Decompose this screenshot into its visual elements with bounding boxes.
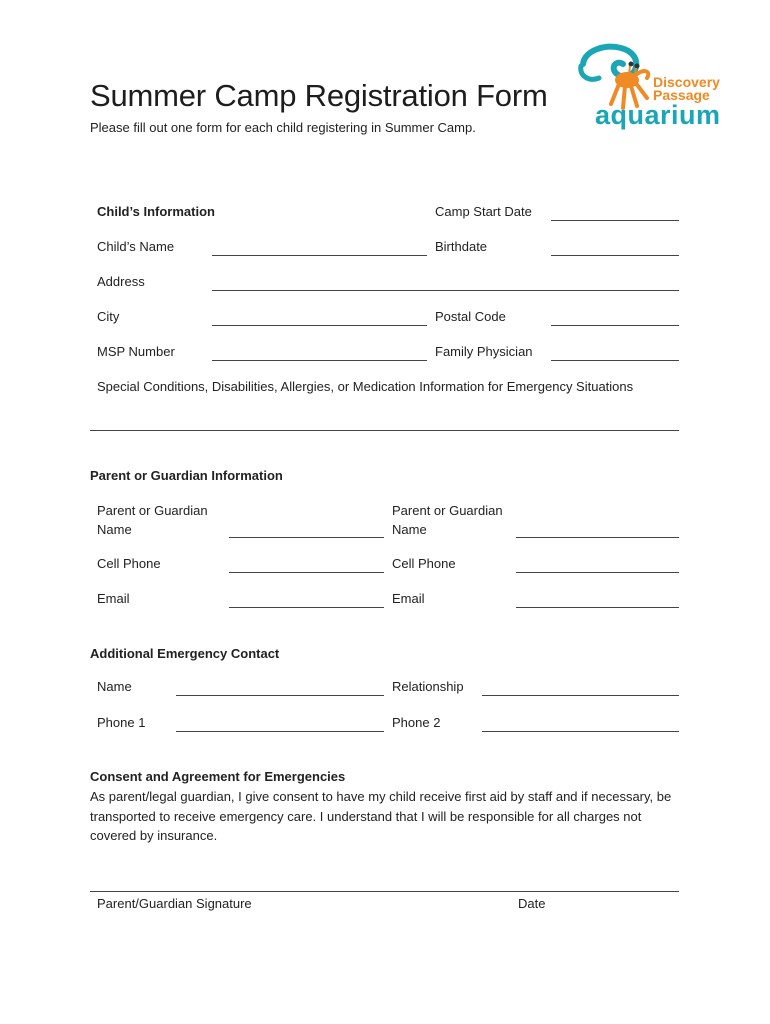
- phone1-field[interactable]: [176, 731, 384, 732]
- parent1-email-label: Email: [97, 591, 130, 606]
- emergency-name-label: Name: [97, 679, 132, 694]
- address-field[interactable]: [212, 290, 679, 291]
- parent2-email-field[interactable]: [516, 607, 679, 608]
- special-conditions-field[interactable]: [90, 430, 679, 431]
- consent-section-title: Consent and Agreement for Emergencies: [90, 769, 346, 784]
- consent-text: As parent/legal guardian, I give consent to have my child receive first aid by staff and if necessary, be transported to receive emergency care. I understand that I will be responsible for all charges not covered by insurance.: [90, 789, 672, 843]
- birthdate-field[interactable]: [551, 255, 679, 256]
- parent1-name-label-line1: Parent or Guardian: [97, 503, 208, 518]
- relationship-label: Relationship: [392, 679, 464, 694]
- postal-code-label: Postal Code: [435, 309, 506, 324]
- logo-text-passage: Passage: [653, 87, 710, 103]
- postal-code-field[interactable]: [551, 325, 679, 326]
- camp-start-date-field[interactable]: [551, 220, 679, 221]
- parent1-cell-phone-label: Cell Phone: [97, 556, 161, 571]
- emergency-name-field[interactable]: [176, 695, 384, 696]
- parent2-name-label-line1: Parent or Guardian: [392, 503, 503, 518]
- child-name-field[interactable]: [212, 255, 427, 256]
- signature-field[interactable]: [90, 891, 679, 892]
- city-field[interactable]: [212, 325, 427, 326]
- phone2-label: Phone 2: [392, 715, 441, 730]
- signature-label: Parent/Guardian Signature: [97, 896, 252, 911]
- phone1-label: Phone 1: [97, 715, 146, 730]
- parent2-cell-phone-field[interactable]: [516, 572, 679, 573]
- logo-text-aquarium: aquarium: [595, 100, 721, 130]
- relationship-field[interactable]: [482, 695, 679, 696]
- logo-text-discovery: Discovery: [653, 74, 720, 90]
- child-section-title: Child’s Information: [97, 204, 215, 219]
- birthdate-label: Birthdate: [435, 239, 488, 254]
- parent2-name-label: [392, 501, 503, 539]
- address-label: Address: [97, 274, 145, 289]
- discovery-passage-aquarium-logo: [575, 42, 725, 132]
- parent1-name-field[interactable]: [229, 537, 384, 538]
- parent2-name-field[interactable]: [516, 537, 679, 538]
- date-label: Date: [518, 896, 546, 911]
- msp-number-label: MSP Number: [97, 344, 175, 359]
- parent1-name-label: [97, 501, 208, 539]
- parent2-email-label: Email: [392, 591, 425, 606]
- emergency-section-title: Additional Emergency Contact: [90, 646, 280, 661]
- child-name-label: Child’s Name: [97, 239, 175, 254]
- family-physician-field[interactable]: [551, 360, 679, 361]
- parent1-name-label-line2: Name: [97, 522, 132, 537]
- special-conditions-label: Special Conditions, Disabilities, Allergies, or Medication Information for Emergency Situations: [97, 379, 634, 394]
- parent-section-title: Parent or Guardian Information: [90, 468, 283, 483]
- page-title: Summer Camp Registration Form: [90, 78, 548, 113]
- parent2-name-label-line2: Name: [392, 522, 427, 537]
- parent2-cell-phone-label: Cell Phone: [392, 556, 456, 571]
- parent1-email-field[interactable]: [229, 607, 384, 608]
- msp-number-field[interactable]: [212, 360, 427, 361]
- phone2-field[interactable]: [482, 731, 679, 732]
- camp-start-date-label: Camp Start Date: [435, 204, 532, 219]
- parent1-cell-phone-field[interactable]: [229, 572, 384, 573]
- page-subtitle: Please fill out one form for each child registering in Summer Camp.: [90, 120, 476, 135]
- family-physician-label: Family Physician: [435, 344, 533, 359]
- city-label: City: [97, 309, 120, 324]
